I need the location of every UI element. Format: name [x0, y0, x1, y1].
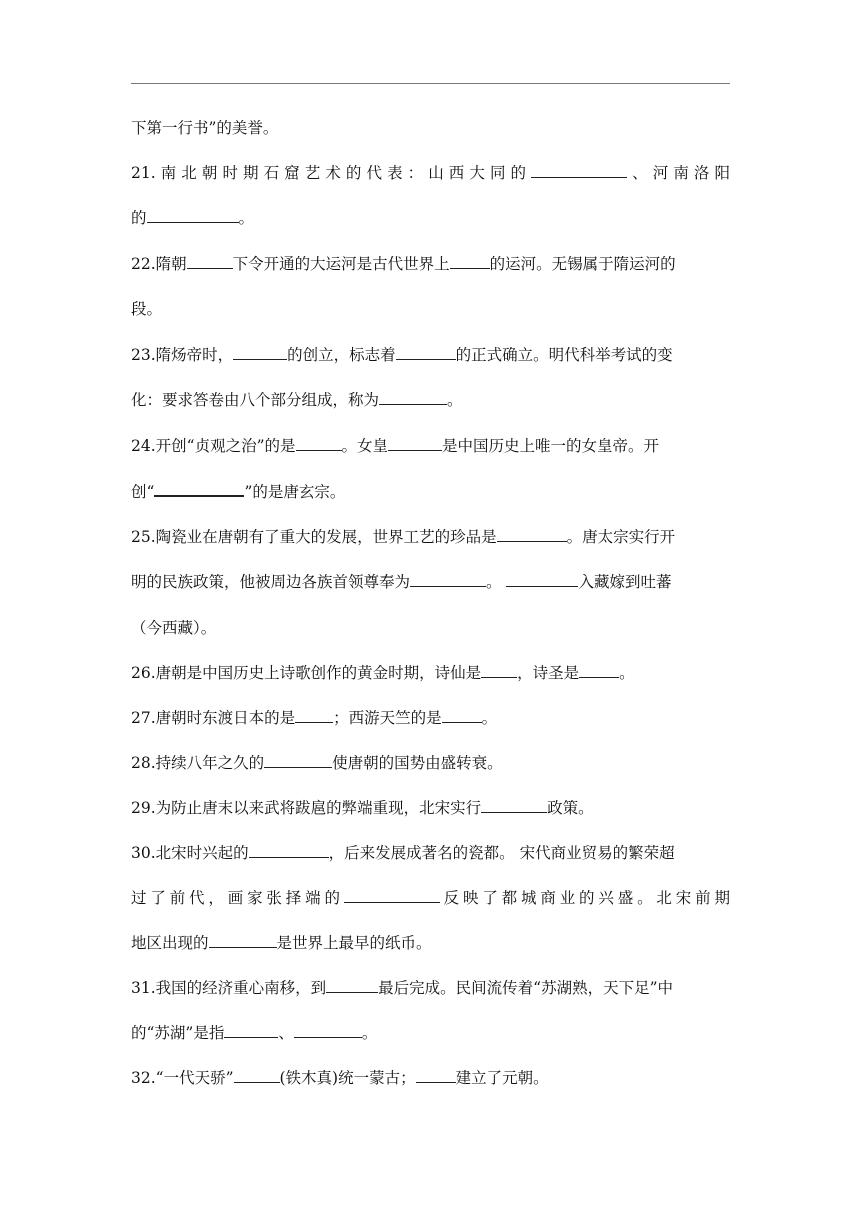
answer-blank[interactable] [234, 1068, 280, 1083]
answer-blank[interactable] [416, 1068, 456, 1083]
question-27-line: 27.唐朝时东渡日本的是 ；西游天竺的是 。 [131, 709, 498, 727]
answer-blank[interactable] [531, 163, 627, 178]
question-29-line: 29.为防止唐末以来武将跋扈的弊端重现，北宋实行 政策。 [131, 799, 594, 817]
answer-blank[interactable] [326, 978, 378, 993]
answer-blank[interactable] [154, 481, 244, 497]
answer-blank[interactable] [264, 753, 332, 768]
answer-blank[interactable] [506, 572, 578, 587]
answer-blank[interactable] [497, 527, 567, 542]
answer-blank[interactable] [481, 663, 517, 678]
answer-blank[interactable] [450, 254, 490, 269]
header-rule [131, 83, 730, 84]
answer-blank[interactable] [396, 345, 456, 360]
answer-blank[interactable] [296, 436, 342, 451]
question-21-line-2: 的 。 [131, 209, 255, 227]
question-28-line: 28.持续八年之久的 使唐朝的国势由盛转衰。 [131, 754, 503, 772]
answer-blank[interactable] [187, 254, 233, 269]
question-22-line-1: 22.隋朝 下令开通的大运河是古代世界上 的运河。无锡属于隋运河的 [131, 255, 676, 273]
question-26-line: 26.唐朝是中国历史上诗歌创作的黄金时期，诗仙是 ，诗圣是 。 [131, 664, 635, 682]
answer-blank[interactable] [410, 572, 486, 587]
question-24-line-1: 24.开创“贞观之治”的是 。女皇 是中国历史上唯一的女皇帝。开 [131, 437, 660, 455]
text-line: 下第一行书”的美誉。 [131, 119, 279, 137]
question-25-line-3: （今西藏）。 [131, 619, 217, 637]
answer-blank[interactable] [344, 888, 440, 903]
answer-blank[interactable] [209, 933, 277, 948]
answer-blank[interactable] [579, 663, 619, 678]
answer-blank[interactable] [294, 1023, 362, 1038]
question-31-line-1: 31.我国的经济重心南移，到 最后完成。民间流传着“苏湖熟，天下足”中 [131, 979, 674, 997]
question-30-line-2: 过了前代，画家张择端的 反映了都城商业的兴盛。北宋前期 [131, 889, 730, 907]
answer-blank[interactable] [233, 345, 287, 360]
answer-blank[interactable] [224, 1023, 278, 1038]
answer-blank[interactable] [442, 708, 482, 723]
answer-blank[interactable] [147, 208, 239, 223]
answer-blank[interactable] [249, 843, 329, 858]
question-31-line-2: 的“苏湖”是指 、 。 [131, 1024, 378, 1042]
question-32-line: 32.“一代天骄” (铁木真)统一蒙古； 建立了元朝。 [131, 1069, 549, 1087]
question-25-line-1: 25.陶瓷业在唐朝有了重大的发展，世界工艺的珍品是 。唐太宗实行开 [131, 528, 676, 546]
answer-blank[interactable] [388, 436, 442, 451]
question-25-line-2: 明的民族政策，他被周边各族首领尊奉为 。 入藏嫁到吐蕃 [131, 573, 672, 591]
answer-blank[interactable] [379, 390, 447, 405]
question-22-line-2: 段。 [131, 300, 163, 318]
question-23-line-1: 23.隋炀帝时， 的创立，标志着 的正式确立。明代科举考试的变 [131, 346, 673, 364]
answer-blank[interactable] [481, 798, 547, 813]
question-30-line-3: 地区出现的 是世界上最早的纸币。 [131, 934, 432, 952]
question-30-line-1: 30.北宋时兴起的 ，后来发展成著名的瓷都。 宋代商业贸易的繁荣超 [131, 844, 675, 862]
question-24-line-2: 创“ ”的是唐玄宗。 [131, 483, 346, 501]
answer-blank[interactable] [295, 708, 333, 723]
question-21-line-1: 21.南北朝时期石窟艺术的代表：山西大同的 、河南洛阳 [131, 164, 730, 182]
question-23-line-2: 化：要求答卷由八个部分组成，称为 。 [131, 391, 463, 409]
